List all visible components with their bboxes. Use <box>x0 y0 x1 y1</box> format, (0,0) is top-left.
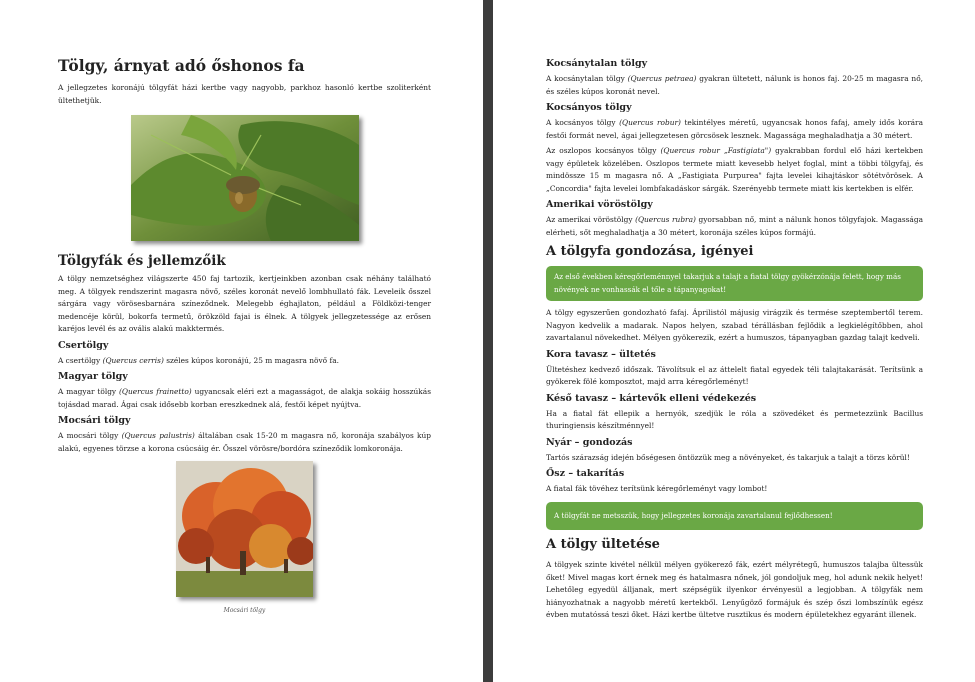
section-title-characteristics: Tölgyfák és jellemzőik <box>58 253 226 269</box>
season-text-summer: Tartós szárazság idején bőségesen öntözzük meg a növényeket, és takarjuk a talajt a törzs körül! <box>546 452 910 462</box>
image-caption: Mocsári tölgy <box>223 607 266 614</box>
season-text-autumn: A fiatal fák tövéhez terítsünk kéregőrleményt vagy lombot! <box>546 484 768 493</box>
species-text-magyar: A magyar tölgy (Quercus frainetto) ugyancsak eléri ezt a magasságot, de alakja sokáig hosszúkás tojásdad marad. Ágai csak idősebb korban ereszkednek alá, festői képet nyújtva. <box>58 387 431 409</box>
oak-leaves-acorn-image <box>131 115 359 241</box>
season-text-late-spring: Ha a fiatal fát ellepik a hernyók, szedjük le róla a szövedéket és permetezzünk Bacillus thuringiensis készítménnyel! <box>546 408 923 430</box>
season-text-early-spring: Ültetéshez kedvező időszak. Távolítsuk el az áttelelt fiatal egyedek téli talajtakarását. Terítsünk a gyökerek fölé komposztot, majd arra kéregőrleményt! <box>546 364 923 386</box>
species-heading-mocsari: Mocsári tölgy <box>58 415 131 426</box>
species-heading-magyar: Magyar tölgy <box>58 371 128 382</box>
season-heading-summer: Nyár – gondozás <box>546 436 633 448</box>
season-heading-early-spring: Kora tavasz – ültetés <box>546 348 656 360</box>
species-heading-kocsanyos: Kocsányos tölgy <box>546 102 632 113</box>
season-heading-autumn: Ősz – takarítás <box>546 468 625 479</box>
page-title: Tölgy, árnyat adó őshonos fa <box>58 56 305 75</box>
tip-box-pruning: A tölgyfát ne metsszük, hogy jellegzetes koronája zavartalanul fejlődhessen! <box>546 502 923 531</box>
intro-paragraph: A jellegzetes koronájú tölgyfát házi kertbe vagy nagyobb, parkhoz hasonló kertbe szoliterként ültethetjük. <box>58 83 431 105</box>
species-text-mocsari: A mocsári tölgy (Quercus palustris) általában csak 15-20 m magasra nő, koronája szabályos kúp alakú, egyenes törzse a korona csúcsáig ér. Ősszel vörösre/bordóra színeződik lomkoronája. <box>58 431 431 453</box>
characteristics-paragraph: A tölgy nemzetséghez világszerte 450 faj tartozik, kertjeinkben azonban csak néhány található meg. A tölgyek rendszerint magasra növő, széles koronát nevelő lombhullató fák. Leveleik ősszel sárgára vagy vörösesbarnára színeződnek. Melegebb éghajlaton, például a Földközi-tenger medencéje körül, bokorfa termetű, örökzöld fajai is élnek. A tölgyek jellegzetessége az erősen karéjos levél és az ovális alakú makktermés. <box>58 274 431 333</box>
planting-paragraph: A tölgyek szinte kivétel nélkül mélyen gyökerező fák, ezért mélyrétegű, humuszos talajba ültessük őket! Mivel magas kort érnek meg és hatalmasra nőnek, jól gondoljuk meg, hol adunk nekik helyet! Lehetőleg egyedül álljanak, mert szépségük ilyenkor érvényesül a legjobban. A tölgyfák nem hiányozhatnak a nagyobb méretű kertekből. Lenyűgöző formájuk és szép őszi lombszínük egész évben mutatóssá teszi őket. Házi kertbe ültetve rusztikus és modern épületekhez egyaránt illenek. <box>546 560 923 619</box>
season-heading-late-spring: Késő tavasz – kártevők elleni védekezés <box>546 392 757 404</box>
species-text-fastigiata: Az oszlopos kocsányos tölgy (Quercus robur „Fastigiata") gyakrabban fordul elő házi kertekben vagy épületek közelében. Oszlopos termete miatt kevesebb helyet foglal, mint a többi tölgyfaj, és mindössze 15 m magasra nő. A „Fastigiata Purpurea" fajta levelei kihajtáskor sötétvörösek. A „Concordia" fajta levelei lombfakadáskor sárgák. Szerényebb termete miatt kis kertekben is elfér. <box>546 146 923 193</box>
species-heading-kocsanytalan: Kocsánytalan tölgy <box>546 58 648 69</box>
species-text-kocsanytalan: A kocsánytalan tölgy (Quercus petraea) gyakran ültetett, nálunk is honos faj. 20-25 m magasra nő, és széles kúpos koronát nevel. <box>546 74 923 96</box>
care-paragraph: A tölgy egyszerűen gondozható fafaj. Áprilistól májusig virágzik és termése szeptembertől terem. Nagyon kedvelik a madarak. Napos helyen, szabad térállásban fejlődik a legkielégítőbben, ahol zavartalanul növekedhet. Mélyen gyökerezik, ezért a humuszos, tápanyagban gazdag talajt kedveli. <box>546 308 923 342</box>
oak-leaves-acorn-illustration <box>131 115 359 241</box>
left-page <box>0 0 483 682</box>
species-heading-cser: Csertölgy <box>58 339 109 351</box>
autumn-tree-illustration <box>176 461 313 597</box>
species-text-kocsanyos: A kocsányos tölgy (Quercus robur) tekintélyes méretű, ugyancsak honos fafaj, amely idős korára festői formát nevel, ágai jellegzetesen görcsösek lesznek. Magassága meghaladhatja a 30 métert. <box>546 118 923 140</box>
section-title-planting: A tölgy ültetése <box>546 537 660 552</box>
species-heading-amerikai: Amerikai vöröstölgy <box>546 199 653 210</box>
species-text-cser: A csertölgy (Quercus cerris) széles kúpos koronájú, 25 m magasra növő fa. <box>58 355 339 365</box>
pin-oak-tree-image <box>176 461 313 597</box>
species-text-amerikai: Az amerikai vöröstölgy (Quercus rubra) gyorsabban nő, mint a nálunk honos tölgyfajok. Magassága elérheti, sőt meghaladhatja a 30 métert, koronája széles kúpos formájú. <box>546 215 923 237</box>
right-page <box>493 0 975 682</box>
tip-box-mulch: Az első években kéregőrleménnyel takarjuk a talajt a fiatal tölgy gyökérzónája felett, hogy más növények ne vonhassák el tőle a tápanyagokat! <box>546 266 923 301</box>
section-title-care: A tölgyfa gondozása, igényei <box>546 244 754 259</box>
